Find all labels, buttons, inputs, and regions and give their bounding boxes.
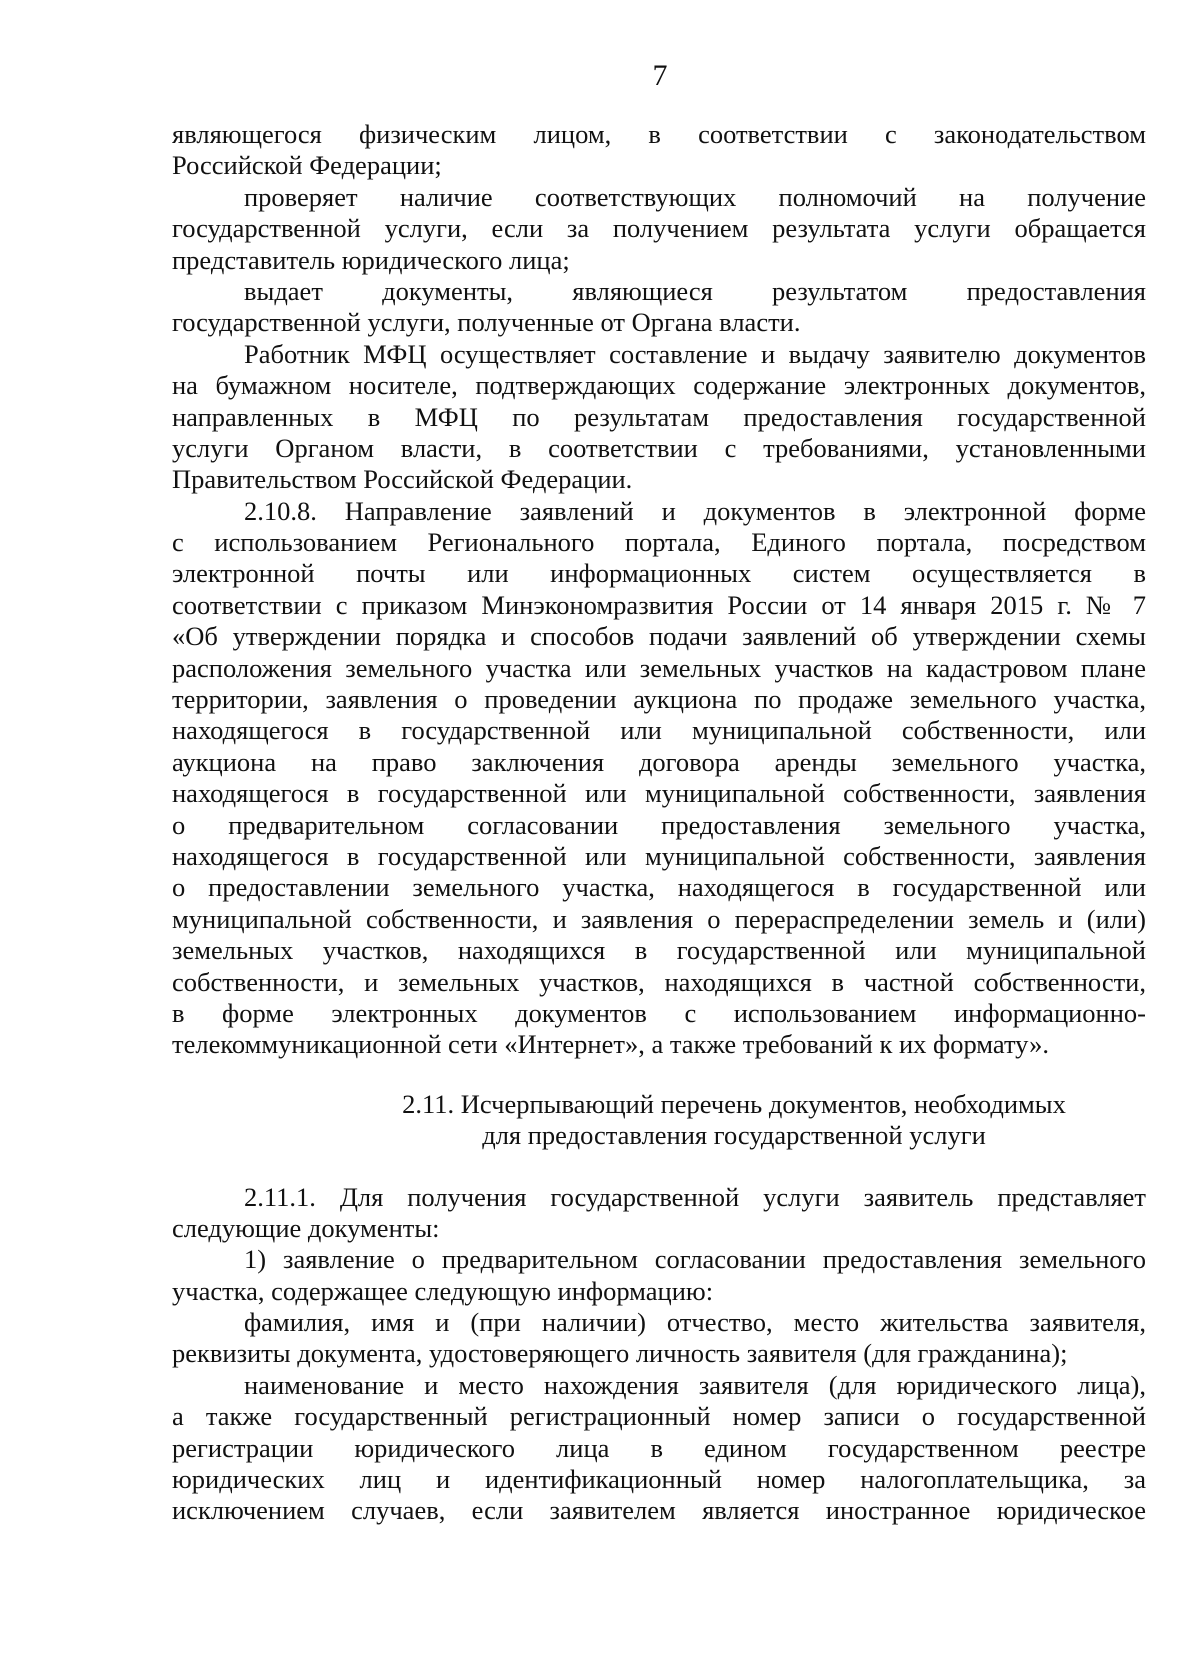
text-line: 2.11.1. Для получения государственной услуги заявитель представляет [244,1181,1146,1212]
text-line: Работник МФЦ осуществляет составление и выдачу заявителю документов [244,338,1146,369]
text-line: наименование и место нахождения заявителя (для юридического лица), [244,1369,1146,1400]
text-line: следующие документы: [172,1212,440,1243]
text-line: Российской Федерации; [172,150,442,181]
text-line: направленных в МФЦ по результатам предоставления государственной [172,401,1146,432]
text-line: находящегося в государственной или муниципальной собственности, заявления [172,778,1146,809]
text-line: муниципальной собственности, и заявления о перераспределении земель и (или) [172,903,1146,934]
text-line: представитель юридического лица; [172,244,570,275]
text-line: находящегося в государственной или муниципальной собственности, или [172,715,1146,746]
text-line: соответствии с приказом Минэкономразвития России от 14 января 2015 г. № 7 [172,589,1146,620]
text-line: проверяет наличие соответствующих полномочий на получение [244,181,1146,212]
text-line: услуги Органом власти, в соответствии с требованиями, установленными [172,432,1146,463]
text-line: аукциона на право заключения договора аренды земельного участка, [172,746,1146,777]
text-line: о предварительном согласовании предоставления земельного участка, [172,809,1146,840]
text-line: телекоммуникационной сети «Интернет», а также требований к их формату». [172,1029,1049,1060]
text-line: регистрации юридического лица в едином государственном реестре [172,1432,1146,1463]
text-line: находящегося в государственной или муниципальной собственности, заявления [172,840,1146,871]
text-line: государственной услуги, если за получением результата услуги обращается [172,213,1146,244]
text-line: в форме электронных документов с использованием информационно- [172,997,1146,1028]
text-line: государственной услуги, полученные от Органа власти. [172,307,801,338]
text-line: земельных участков, находящихся в государственной или муниципальной [172,935,1146,966]
text-line: расположения земельного участка или земельных участков на кадастровом плане [172,652,1146,683]
page-number: 7 [652,59,668,92]
heading-line: для предоставления государственной услуги [482,1120,986,1151]
text-line: юридических лиц и идентификационный номер налогоплательщика, за [172,1464,1146,1495]
text-line: исключением случаев, если заявителем является иностранное юридическое [172,1495,1146,1526]
text-line: реквизиты документа, удостоверяющего личность заявителя (для гражданина); [172,1338,1068,1369]
text-line: 2.10.8. Направление заявлений и документов в электронной форме [244,495,1146,526]
text-line: территории, заявления о проведении аукциона по продаже земельного участка, [172,684,1146,715]
text-line: фамилия, имя и (при наличии) отчество, место жительства заявителя, [244,1307,1146,1338]
text-line: 1) заявление о предварительном согласовании предоставления земельного [244,1244,1146,1275]
text-line: а также государственный регистрационный номер записи о государственной [172,1401,1146,1432]
text-line: Правительством Российской Федерации. [172,464,633,495]
text-line: электронной почты или информационных систем осуществляется в [172,558,1146,589]
text-line: выдает документы, являющиеся результатом предоставления [244,275,1146,306]
document-body [172,119,1146,1527]
text-line: «Об утверждении порядка и способов подачи заявлений об утверждении схемы [172,621,1146,652]
heading-line: 2.11. Исчерпывающий перечень документов, необходимых [402,1088,1066,1119]
text-line: с использованием Регионального портала, Единого портала, посредством [172,527,1146,558]
text-line: на бумажном носителе, подтверждающих содержание электронных документов, [172,370,1146,401]
text-line: о предоставлении земельного участка, находящегося в государственной или [172,872,1146,903]
text-line: являющегося физическим лицом, в соответствии с законодательством [172,119,1146,149]
text-line: собственности, и земельных участков, находящихся в частной собственности, [172,966,1146,997]
text-line: участка, содержащее следующую информацию: [172,1275,714,1306]
section-heading [172,1089,1146,1152]
